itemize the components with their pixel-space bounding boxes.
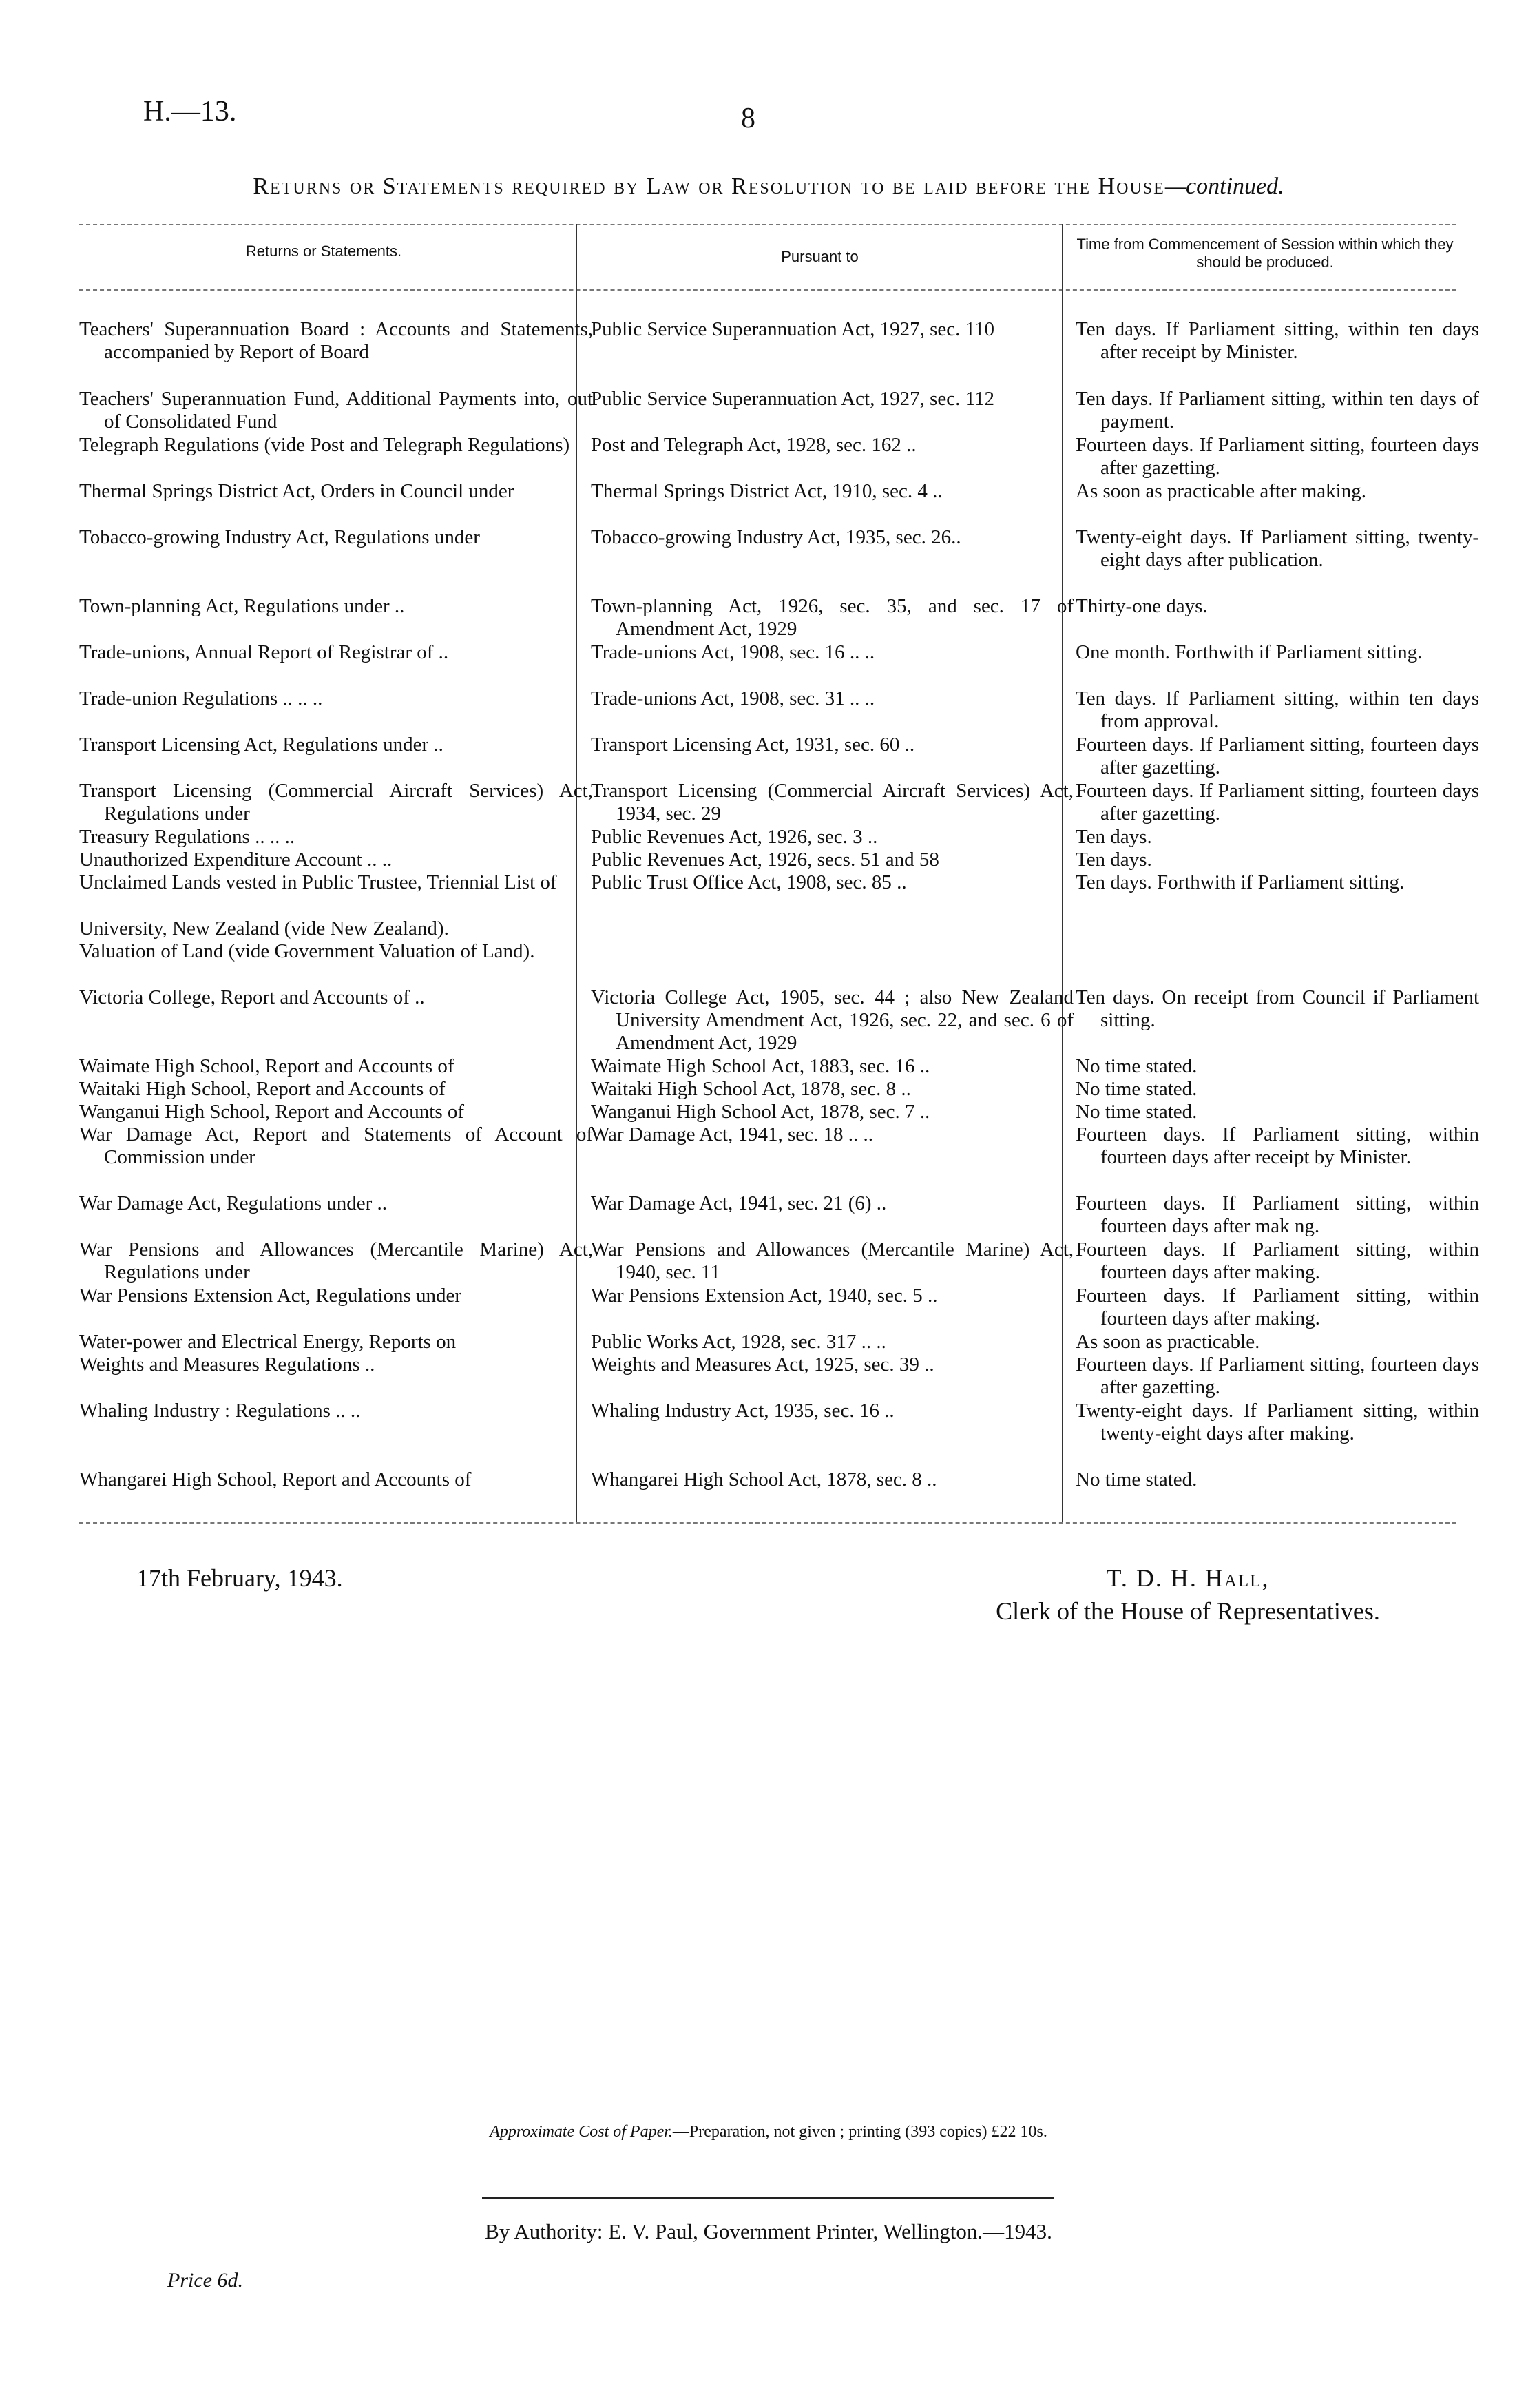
- pursuant-cell: Trade-unions Act, 1908, sec. 16 .. ..: [591, 641, 875, 663]
- statement-cell: Waimate High School, Report and Accounts of: [79, 1055, 454, 1077]
- statement-cell: Weights and Measures Regulations ..: [79, 1353, 375, 1376]
- column-header-statements: Returns or Statements.: [245, 242, 402, 260]
- statement-cell: Transport Licensing (Commercial Aircraft Services) Act, Regulations under: [79, 780, 593, 824]
- statement-cell: Town-planning Act, Regulations under ..: [79, 595, 405, 617]
- statement-cell: Unauthorized Expenditure Account .. ..: [79, 849, 393, 871]
- statement-cell: Thermal Springs District Act, Orders in Council under: [79, 480, 514, 502]
- pursuant-cell: Trade-unions Act, 1908, sec. 31 .. ..: [591, 687, 875, 709]
- time-cell: No time stated.: [1076, 1468, 1198, 1491]
- pursuant-cell: War Pensions and Allowances (Mercantile Marine) Act, 1940, sec. 11: [591, 1238, 1074, 1283]
- pursuant-cell: Thermal Springs District Act, 1910, sec. 4 ..: [591, 480, 943, 502]
- document-title: [0, 174, 1537, 200]
- time-cell: Fourteen days. If Parliament sitting, fourteen days after gazetting.: [1076, 1353, 1479, 1398]
- statement-cell: Victoria College, Report and Accounts of ..: [79, 986, 425, 1008]
- time-cell: Ten days.: [1076, 826, 1152, 848]
- pursuant-cell: War Damage Act, 1941, sec. 21 (6) ..: [591, 1192, 887, 1214]
- statement-cell: Transport Licensing Act, Regulations under ..: [79, 734, 443, 756]
- statement-cell: Waitaki High School, Report and Accounts of: [79, 1078, 446, 1100]
- statement-cell: War Pensions Extension Act, Regulations under: [79, 1285, 462, 1307]
- statement-cell: Whaling Industry : Regulations .. ..: [79, 1400, 361, 1422]
- pursuant-cell: Waimate High School Act, 1883, sec. 16 ..: [591, 1055, 930, 1077]
- time-cell: Fourteen days. If Parliament sitting, within fourteen days after receipt by Minister.: [1076, 1123, 1479, 1168]
- time-cell: Ten days. On receipt from Council if Parliament sitting.: [1076, 986, 1479, 1031]
- column-header-time: Time from Commencement of Session within which they should be produced.: [1076, 236, 1454, 271]
- statement-cell: Teachers' Superannuation Board : Accounts and Statements, accompanied by Report of Board: [79, 318, 593, 363]
- time-cell: Ten days. Forthwith if Parliament sitting.: [1076, 871, 1405, 893]
- page-number: 8: [741, 103, 755, 134]
- statement-cell: War Damage Act, Regulations under ..: [79, 1192, 388, 1214]
- date-line: 17th February, 1943.: [136, 1564, 343, 1592]
- printer-line: By Authority: E. V. Paul, Government Printer, Wellington.—1943.: [485, 2219, 1052, 2243]
- statement-cell: Water-power and Electrical Energy, Reports on: [79, 1331, 457, 1353]
- cost-note: [0, 2123, 1537, 2141]
- pursuant-cell: Town-planning Act, 1926, sec. 35, and sec. 17 of Amendment Act, 1929: [591, 595, 1074, 640]
- pursuant-cell: Victoria College Act, 1905, sec. 44 ; also New Zealand University Amendment Act, 1926, sec. 22, and sec. 6 of Amendment Act, 1929: [591, 986, 1074, 1054]
- statement-cell: Telegraph Regulations (vide Post and Telegraph Regulations): [79, 434, 570, 456]
- pursuant-cell: Waitaki High School Act, 1878, sec. 8 ..: [591, 1078, 911, 1100]
- page-reference: H.—13.: [143, 96, 237, 127]
- statement-cell: Wanganui High School, Report and Accounts of: [79, 1101, 465, 1123]
- time-cell: As soon as practicable.: [1076, 1331, 1260, 1353]
- signatory-name: T. D. H. Hall,: [1106, 1564, 1270, 1592]
- pursuant-cell: War Pensions Extension Act, 1940, sec. 5 ..: [591, 1285, 938, 1307]
- time-cell: Ten days. If Parliament sitting, within ten days of payment.: [1076, 388, 1479, 433]
- cost-label: Approximate Cost of Paper.: [490, 2123, 673, 2141]
- pursuant-cell: Tobacco-growing Industry Act, 1935, sec. 26..: [591, 526, 961, 548]
- time-cell: Ten days.: [1076, 849, 1152, 871]
- header-bottom-rule: [79, 289, 1456, 291]
- time-cell: Ten days. If Parliament sitting, within ten days from approval.: [1076, 687, 1479, 732]
- statement-cell: War Pensions and Allowances (Mercantile Marine) Act, Regulations under: [79, 1238, 593, 1283]
- time-cell: Ten days. If Parliament sitting, within ten days after receipt by Minister.: [1076, 318, 1479, 363]
- statement-cell: Treasury Regulations .. .. ..: [79, 826, 295, 848]
- statement-cell: Whangarei High School, Report and Accounts of: [79, 1468, 472, 1491]
- pursuant-cell: Wanganui High School Act, 1878, sec. 7 ..: [591, 1101, 930, 1123]
- pursuant-cell: Post and Telegraph Act, 1928, sec. 162 ..: [591, 434, 917, 456]
- time-cell: Fourteen days. If Parliament sitting, within fourteen days after making.: [1076, 1238, 1479, 1283]
- signatory-title: Clerk of the House of Representatives.: [996, 1597, 1380, 1625]
- time-cell: No time stated.: [1076, 1078, 1198, 1100]
- pursuant-cell: Public Revenues Act, 1926, secs. 51 and 58: [591, 849, 939, 871]
- time-cell: No time stated.: [1076, 1101, 1198, 1123]
- cost-text: —Preparation, not given ; printing (393 copies) £22 10s.: [672, 2123, 1047, 2141]
- time-cell: Twenty-eight days. If Parliament sitting, within twenty-eight days after making.: [1076, 1400, 1479, 1444]
- title-text: Returns or Statements required by Law or Resolution to be laid before the House: [253, 174, 1165, 199]
- title-suffix: —continued.: [1164, 174, 1284, 199]
- statement-cell: Tobacco-growing Industry Act, Regulations under: [79, 526, 480, 548]
- statement-cell: Unclaimed Lands vested in Public Trustee, Triennial List of: [79, 871, 557, 893]
- printer-rule: [482, 2197, 1054, 2199]
- pursuant-cell: Transport Licensing (Commercial Aircraft Services) Act, 1934, sec. 29: [591, 780, 1074, 824]
- statement-cell: University, New Zealand (vide New Zealand).: [79, 917, 449, 940]
- statement-cell: War Damage Act, Report and Statements of Account of Commission under: [79, 1123, 593, 1168]
- time-cell: Fourteen days. If Parliament sitting, fourteen days after gazetting.: [1076, 734, 1479, 778]
- time-cell: One month. Forthwith if Parliament sitting.: [1076, 641, 1423, 663]
- pursuant-cell: Public Works Act, 1928, sec. 317 .. ..: [591, 1331, 886, 1353]
- time-cell: As soon as practicable after making.: [1076, 480, 1366, 502]
- pursuant-cell: Public Revenues Act, 1926, sec. 3 ..: [591, 826, 878, 848]
- pursuant-cell: War Damage Act, 1941, sec. 18 .. ..: [591, 1123, 873, 1145]
- time-cell: Fourteen days. If Parliament sitting, fourteen days after gazetting.: [1076, 434, 1479, 479]
- pursuant-cell: Public Service Superannuation Act, 1927, sec. 110: [591, 318, 995, 340]
- pursuant-cell: Whangarei High School Act, 1878, sec. 8 ..: [591, 1468, 937, 1491]
- time-cell: Thirty-one days.: [1076, 595, 1208, 617]
- column-header-pursuant: Pursuant to: [781, 248, 859, 265]
- statement-cell: Valuation of Land (vide Government Valuation of Land).: [79, 940, 535, 962]
- pursuant-cell: Public Trust Office Act, 1908, sec. 85 ..: [591, 871, 907, 893]
- time-cell: Twenty-eight days. If Parliament sitting, twenty-eight days after publication.: [1076, 526, 1479, 571]
- time-cell: Fourteen days. If Parliament sitting, fourteen days after gazetting.: [1076, 780, 1479, 824]
- time-cell: No time stated.: [1076, 1055, 1198, 1077]
- table-top-rule: [79, 224, 1456, 225]
- time-cell: Fourteen days. If Parliament sitting, within fourteen days after mak ng.: [1076, 1192, 1479, 1237]
- table-bottom-rule: [79, 1522, 1456, 1524]
- pursuant-cell: Public Service Superannuation Act, 1927, sec. 112: [591, 388, 995, 410]
- statement-cell: Trade-unions, Annual Report of Registrar of ..: [79, 641, 449, 663]
- time-cell: Fourteen days. If Parliament sitting, within fourteen days after making.: [1076, 1285, 1479, 1329]
- price-label: Price 6d.: [167, 2269, 243, 2292]
- statement-cell: Trade-union Regulations .. .. ..: [79, 687, 323, 709]
- pursuant-cell: Whaling Industry Act, 1935, sec. 16 ..: [591, 1400, 895, 1422]
- pursuant-cell: Weights and Measures Act, 1925, sec. 39 ..: [591, 1353, 934, 1376]
- statement-cell: Teachers' Superannuation Fund, Additional Payments into, out of Consolidated Fund: [79, 388, 593, 433]
- pursuant-cell: Transport Licensing Act, 1931, sec. 60 ..: [591, 734, 915, 756]
